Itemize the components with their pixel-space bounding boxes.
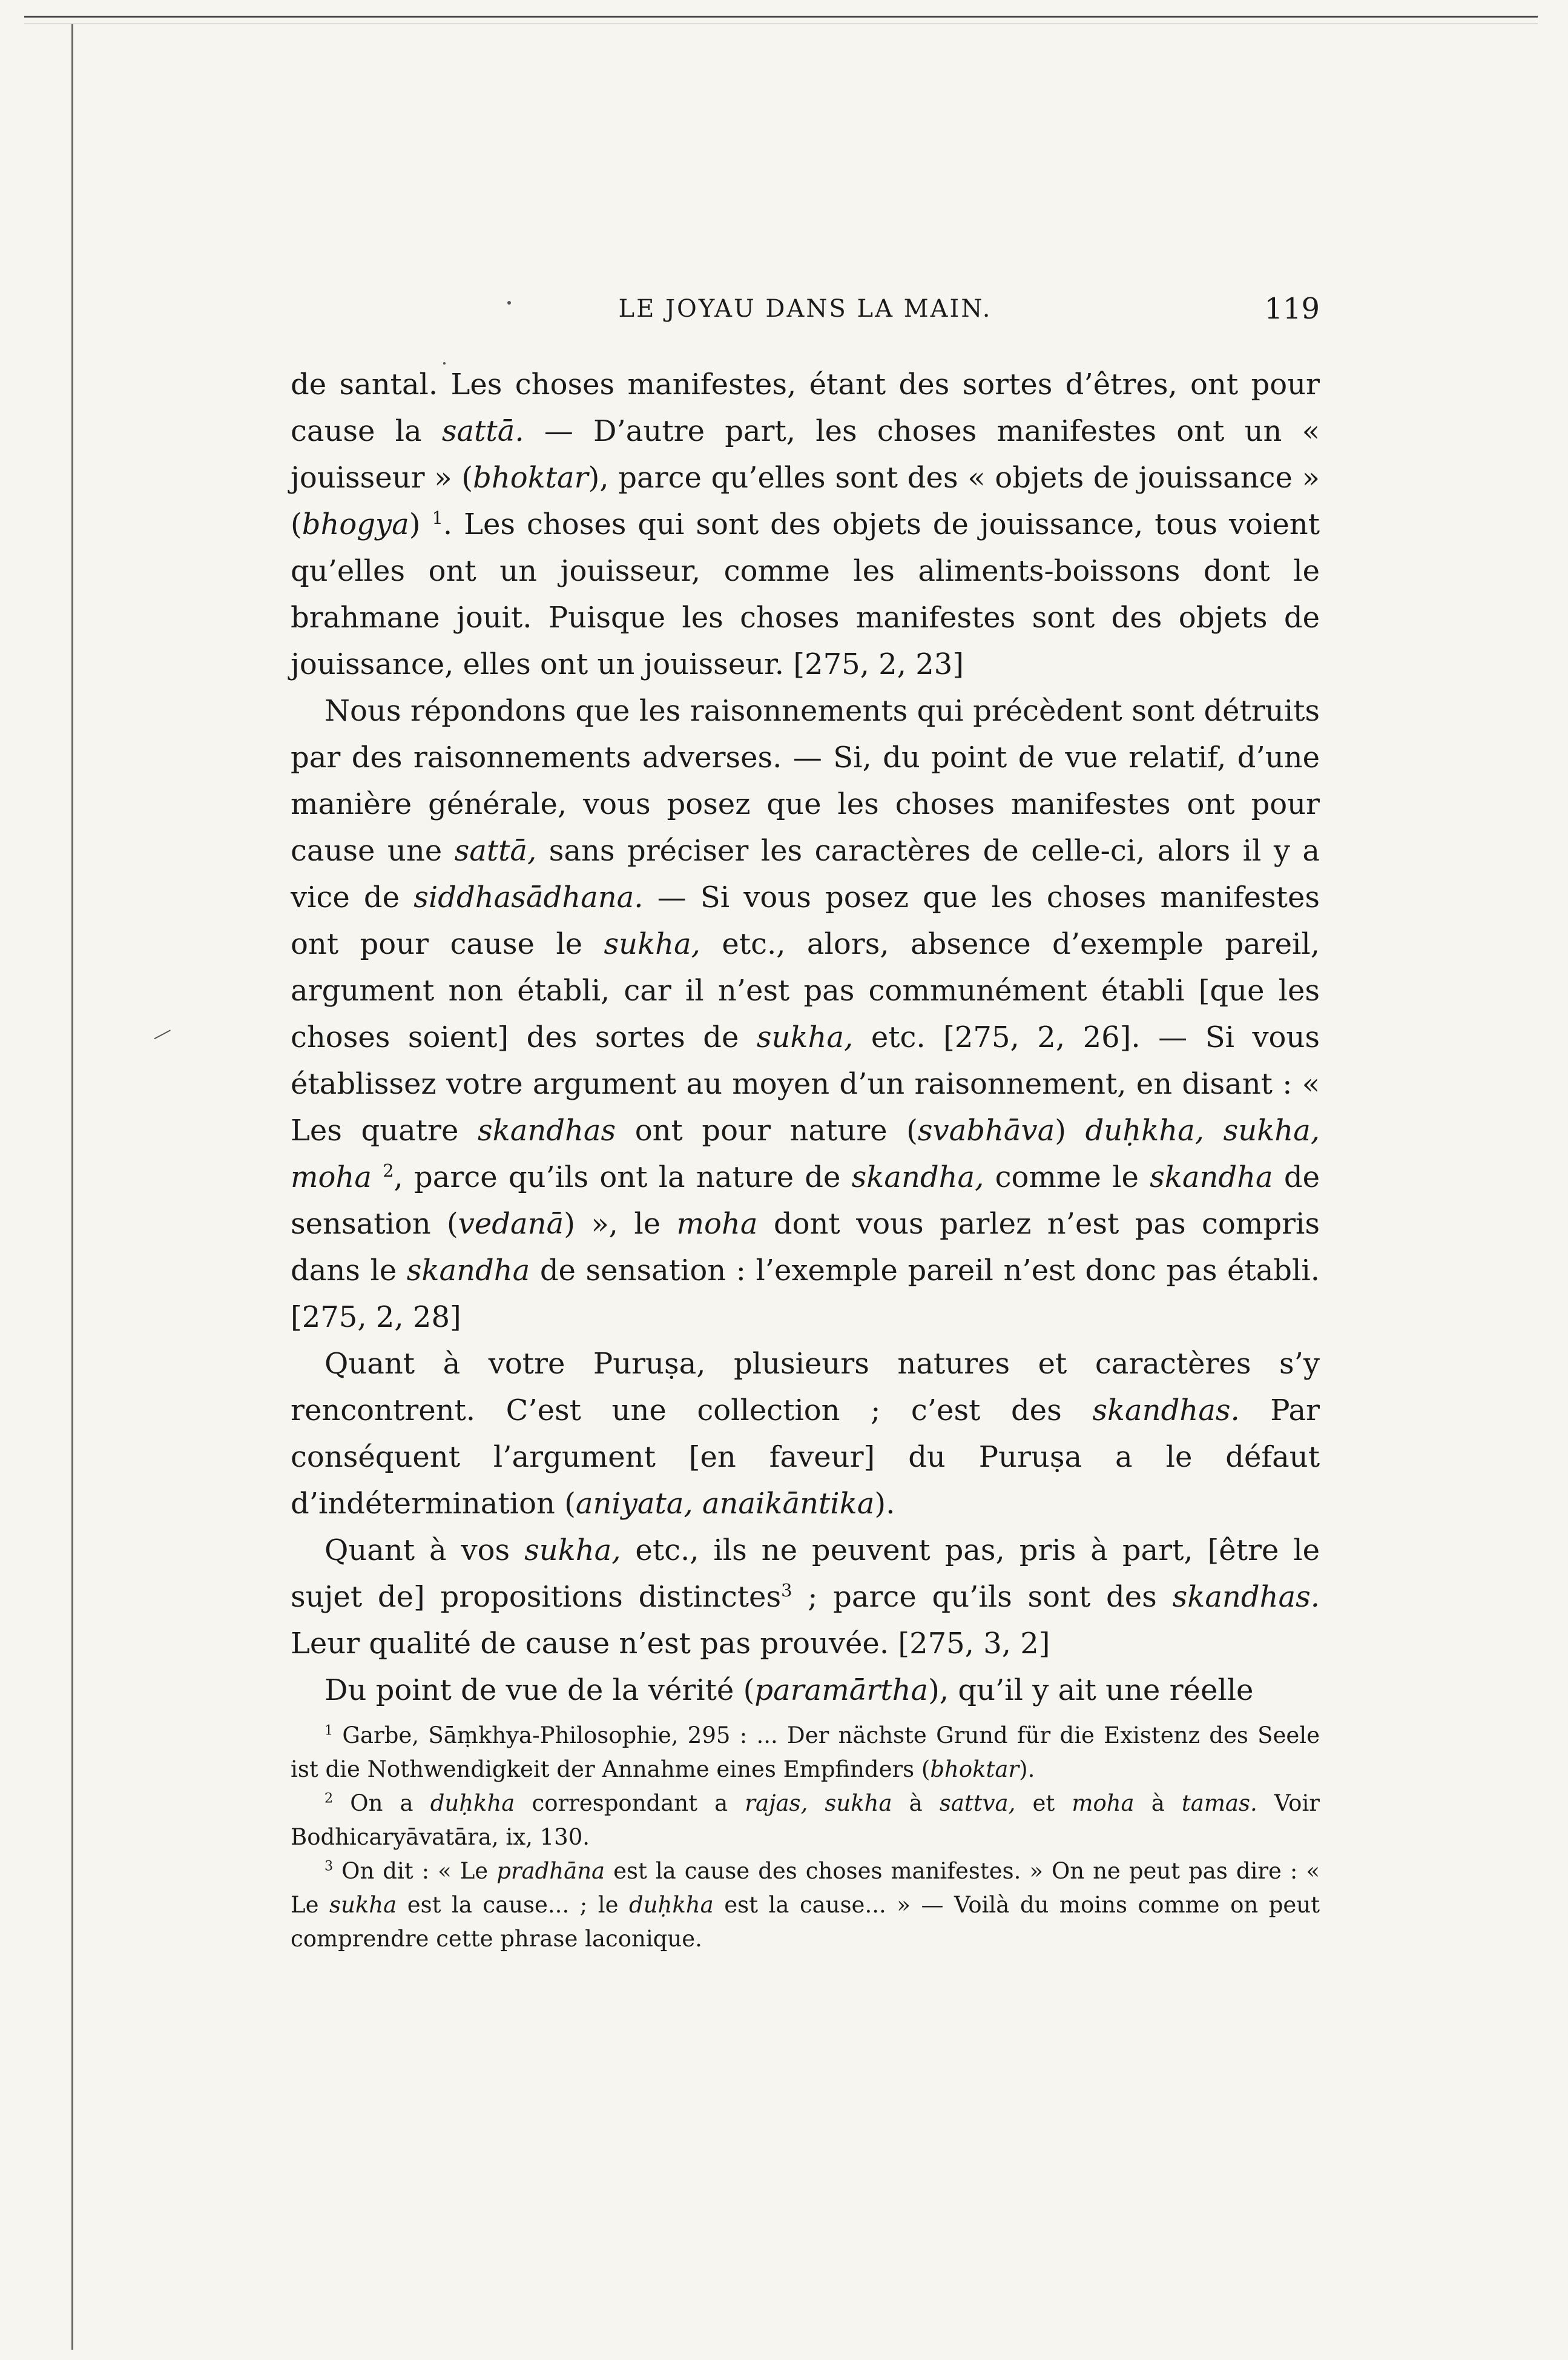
footnote-number: 3 [324, 1858, 334, 1874]
page-number: 119 [1264, 292, 1320, 326]
footnote-ref: 2 [383, 1160, 394, 1181]
footnotes [291, 1719, 1320, 1956]
margin-pencil-mark [154, 1030, 177, 1050]
footnote: $^2$ On a duḥkha correspondant a rajas, sukha à sattva, et moha à tamas. Voir Bodhicaryāvatāra, ix, 130. [291, 1790, 1320, 1850]
footnote: $^3$ On dit : « Le pradhāna est la cause des choses manifestes. » On ne peut pas dire : « Le sukha est la cause... ; le duḥkha est la cause... » — Voilà du moins comme on peut comprendre cette phrase laconique. [291, 1858, 1320, 1952]
footnote-ref: 1 [432, 507, 443, 528]
footnote-ref: 3 [781, 1580, 792, 1601]
body-text [291, 362, 1320, 1714]
paragraph: Du point de vue de la vérité (paramārtha), qu’il y ait une réelle [324, 1673, 1254, 1707]
left-margin-rule [71, 24, 73, 2350]
footnote-number: 2 [324, 1790, 334, 1806]
paragraph: Quant à vos sukha, etc., ils ne peuvent pas, pris à part, [être le sujet de] propositions distinctes$^3$ ; parce qu’ils sont des skandhas. Leur qualité de cause n’est pas prouvée. [275, 3, 2] [291, 1533, 1320, 1661]
footnote-number: 1 [324, 1722, 334, 1739]
running-title: LE JOYAU DANS LA MAIN. [618, 295, 992, 323]
paragraph: Nous répondons que les raisonnements qui précèdent sont détruits par des raisonnements adverses. — Si, du point de vue relatif, d’une manière générale, vous posez que les choses manifestes ont pour cause une sattā, sans préciser les caractères de celle-ci, alors il y a vice de siddhasādhana. — Si vous posez que les choses manifestes ont pour cause le sukha, etc., alors, absence d’exemple pareil, argument non établi, car il n’est pas communément établi [que les choses soient] des sortes de sukha, etc. [275, 2, 26]. — Si vous établissez votre argument au moyen d’un raisonnement, en disant : « Les quatre skandhas ont pour nature (svabhāva) duḥkha, sukha, moha $^2$, parce qu’ils ont la nature de skandha, comme le skandha de sensation (vedanā) », le moha dont vous parlez n’est pas compris dans le skandha de sensation : l’exemple pareil n’est donc pas établi. [275, 2, 28] [291, 694, 1320, 1334]
paragraph: Quant à votre Puruṣa, plusieurs natures et caractères s’y rencontrent. C’est une collection ; c’est des skandhas. Par conséquent l’argument [en faveur] du Puruṣa a le défaut d’indétermination (aniyata, anaikāntika). [291, 1347, 1320, 1521]
footnote: $^1$ Garbe, Sāṃkhya-Philosophie, 295 : ... Der nächste Grund für die Existenz des Seele ist die Nothwendigkeit der Annahme eines Empfinders (bhoktar). [291, 1722, 1320, 1782]
top-border-rule [24, 16, 1538, 24]
page-header [291, 291, 1320, 327]
paragraph: de santal. Les choses manifestes, étant des sortes d’êtres, ont pour cause la sattā. — D’autre part, les choses manifestes ont un « jouisseur » (bhoktar), parce qu’elles sont des « objets de jouissance » (bhogya) $^1$. Les choses qui sont des objets de jouissance, tous voient qu’elles ont un jouisseur, comme les aliments-boissons dont le brahmane jouit. Puisque les choses manifestes sont des objets de jouissance, elles ont un jouisseur. [275, 2, 23] [291, 368, 1320, 681]
